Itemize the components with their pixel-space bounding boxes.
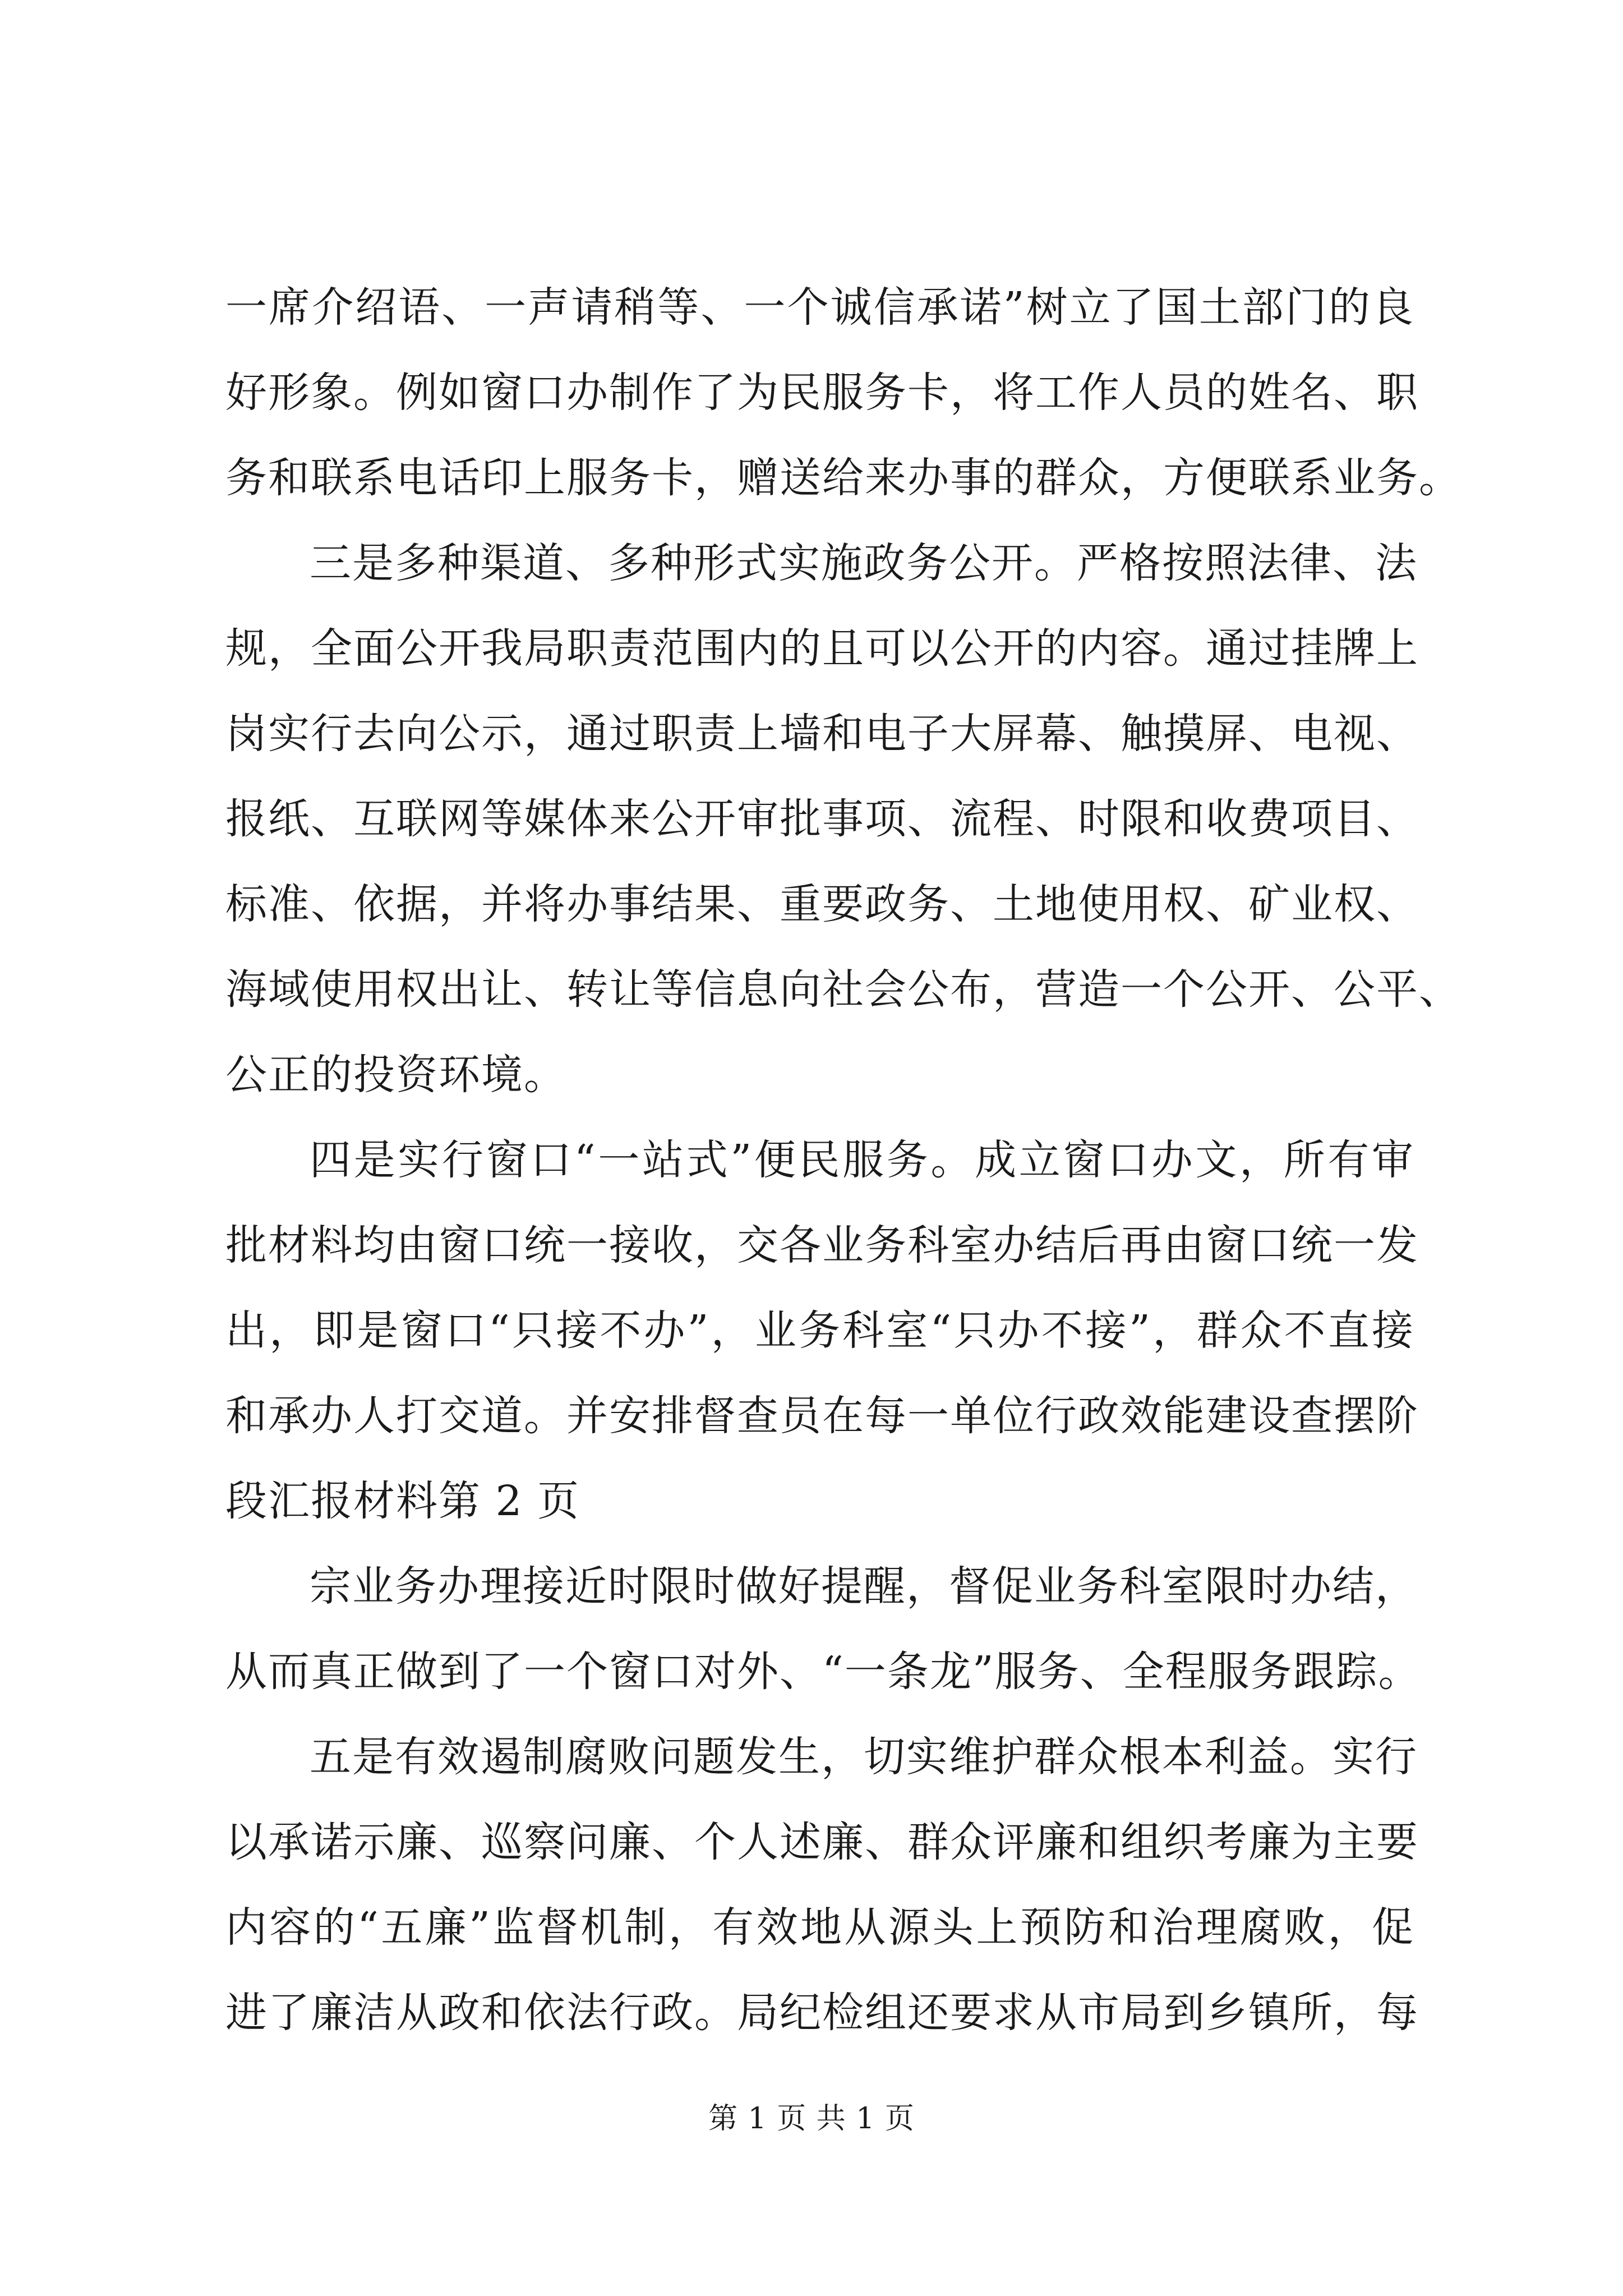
- text-line: 好形象。例如窗口办制作了为民服务卡，将工作人员的姓名、职: [225, 369, 1419, 417]
- text-line: 岗实行去向公示，通过职责上墙和电子大屏幕、触摸屏、电视、: [225, 710, 1419, 758]
- text-line: 务和联系电话印上服务卡，赠送给来办事的群众，方便联系业务。: [225, 454, 1461, 502]
- text-line: 规，全面公开我局职责范围内的且可以公开的内容。通过挂牌上: [225, 624, 1419, 673]
- text-line: 以承诺示廉、巡察问廉、个人述廉、群众评廉和组织考廉为主要: [225, 1818, 1419, 1866]
- text-line: 一席介绍语、一声请稍等、一个诚信承诺”树立了国土部门的良: [225, 283, 1414, 332]
- document-body: [225, 265, 1461, 2055]
- text-line: 宗业务办理接近时限时做好提醒，督促业务科室限时办结，: [310, 1562, 1418, 1611]
- text-line: 从而真正做到了一个窗口对外、“一条龙”服务、全程服务跟踪。: [225, 1648, 1421, 1696]
- text-line: 段汇报材料第 2 页: [225, 1477, 580, 1525]
- text-line: 出，即是窗口“只接不办”，业务科室“只办不接”，群众不直接: [225, 1306, 1414, 1355]
- text-line: 进了廉洁从政和依法行政。局纪检组还要求从市局到乡镇所，每: [225, 1989, 1419, 2037]
- text-line: 公正的投资环境。: [225, 1051, 566, 1099]
- text-line: 和承办人打交道。并安排督查员在每一单位行政效能建设查摆阶: [225, 1392, 1419, 1440]
- text-line: 五是有效遏制腐败问题发生，切实维护群众根本利益。实行: [310, 1733, 1418, 1781]
- text-line: 内容的“五廉”监督机制，有效地从源头上预防和治理腐败，促: [225, 1903, 1414, 1952]
- text-line: 标准、依据，并将办事结果、重要政务、土地使用权、矿业权、: [225, 880, 1419, 928]
- text-line: 三是多种渠道、多种形式实施政务公开。严格按照法律、法: [310, 539, 1418, 587]
- text-line: 报纸、互联网等媒体来公开审批事项、流程、时限和收费项目、: [225, 795, 1419, 843]
- page-footer: 第 1 页 共 1 页: [708, 2102, 915, 2136]
- text-line: 批材料均由窗口统一接收，交各业务科室办结后再由窗口统一发: [225, 1221, 1419, 1269]
- text-line: 海域使用权出让、转让等信息向社会公布，营造一个公开、公平、: [225, 965, 1461, 1014]
- text-line: 四是实行窗口“一站式”便民服务。成立窗口办文，所有审: [310, 1136, 1414, 1184]
